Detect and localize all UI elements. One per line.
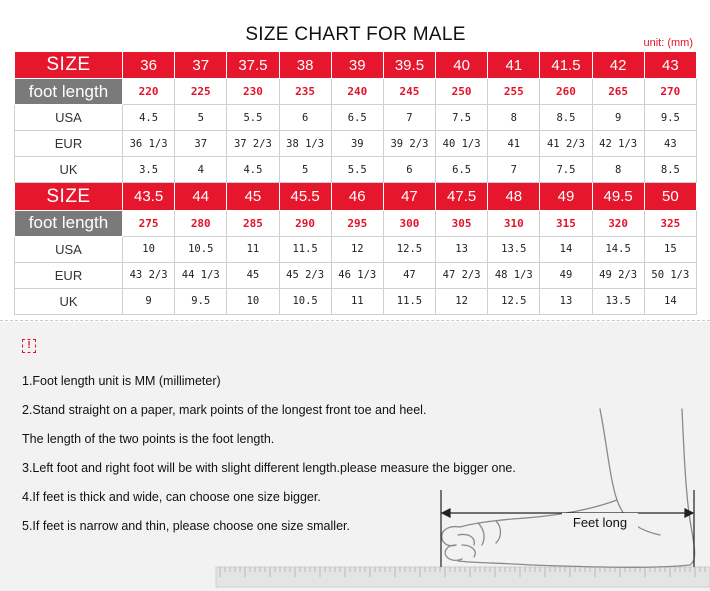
size-row-cell: 37 — [175, 52, 227, 79]
usa-row-cell: 15 — [644, 236, 696, 262]
size-row-label: SIZE — [15, 183, 123, 210]
uk-row-cell: 12.5 — [488, 288, 540, 314]
size-row-cell: 42 — [592, 52, 644, 79]
usa-row-cell: 4.5 — [123, 105, 175, 131]
size-row-cell: 46 — [331, 183, 383, 210]
foot-length-row-cell: 280 — [175, 210, 227, 236]
uk-row-label: UK — [15, 288, 123, 314]
uk-row-cell: 14 — [644, 288, 696, 314]
chart-header — [14, 20, 697, 51]
eur-row-cell: 48 1/3 — [488, 262, 540, 288]
eur-row-cell: 50 1/3 — [644, 262, 696, 288]
usa-row-cell: 8 — [488, 105, 540, 131]
uk-row-cell: 9 — [123, 288, 175, 314]
chart-title: SIZE CHART FOR MALE — [245, 24, 466, 45]
foot-length-row-cell: 320 — [592, 210, 644, 236]
eur-row — [15, 262, 697, 288]
size-row-cell: 43.5 — [123, 183, 175, 210]
eur-row-cell: 39 — [331, 131, 383, 157]
eur-row-cell: 45 — [227, 262, 279, 288]
uk-row-cell: 7 — [488, 157, 540, 183]
uk-row-cell: 7.5 — [540, 157, 592, 183]
usa-row-label: USA — [15, 105, 123, 131]
eur-row-cell: 42 1/3 — [592, 131, 644, 157]
foot-length-row-cell: 225 — [175, 79, 227, 105]
eur-row-cell: 41 — [488, 131, 540, 157]
foot-measurement-diagram — [212, 395, 710, 591]
foot-length-row-cell: 275 — [123, 210, 175, 236]
uk-row-cell: 6.5 — [436, 157, 488, 183]
foot-length-row-label: foot length — [15, 210, 123, 236]
ruler — [216, 567, 710, 587]
eur-row-cell: 38 1/3 — [279, 131, 331, 157]
note-3: 3.Left foot and right foot will be with slight different length.please measure the bigger one. — [22, 461, 516, 475]
foot-length-row-cell: 235 — [279, 79, 331, 105]
uk-row-cell: 13.5 — [592, 288, 644, 314]
usa-row-cell: 9 — [592, 105, 644, 131]
size-row-cell: 50 — [644, 183, 696, 210]
feet-long-label: Feet long — [572, 515, 628, 530]
uk-row-cell: 11 — [331, 288, 383, 314]
size-row-cell: 39.5 — [383, 52, 435, 79]
size-row — [15, 183, 697, 210]
usa-row-cell: 7.5 — [436, 105, 488, 131]
uk-row-cell: 8 — [592, 157, 644, 183]
size-row-cell: 37.5 — [227, 52, 279, 79]
size-row-cell: 45.5 — [279, 183, 331, 210]
unit-label: unit: (mm) — [643, 37, 693, 49]
usa-row-cell: 14 — [540, 236, 592, 262]
size-row-cell: 40 — [436, 52, 488, 79]
section-divider — [0, 320, 710, 321]
eur-row-cell: 43 2/3 — [123, 262, 175, 288]
uk-row-cell: 9.5 — [175, 288, 227, 314]
size-row-cell: 44 — [175, 183, 227, 210]
size-row-label: SIZE — [15, 52, 123, 79]
usa-row-cell: 9.5 — [644, 105, 696, 131]
eur-row-cell: 49 — [540, 262, 592, 288]
eur-row-cell: 46 1/3 — [331, 262, 383, 288]
foot-length-row-cell: 300 — [383, 210, 435, 236]
usa-row — [15, 236, 697, 262]
foot-length-row-cell: 310 — [488, 210, 540, 236]
usa-row — [15, 105, 697, 131]
foot-length-row — [15, 79, 697, 105]
uk-row-cell: 11.5 — [383, 288, 435, 314]
usa-row-cell: 6 — [279, 105, 331, 131]
foot-length-row-cell: 240 — [331, 79, 383, 105]
eur-row — [15, 131, 697, 157]
uk-row-cell: 8.5 — [644, 157, 696, 183]
note-4: 4.If feet is thick and wide, can choose one size bigger. — [22, 490, 321, 504]
foot-length-row-cell: 305 — [436, 210, 488, 236]
usa-row-cell: 13.5 — [488, 236, 540, 262]
uk-row-cell: 5 — [279, 157, 331, 183]
size-row-cell: 43 — [644, 52, 696, 79]
foot-length-row-cell: 220 — [123, 79, 175, 105]
foot-length-row-cell: 255 — [488, 79, 540, 105]
eur-row-cell: 37 — [175, 131, 227, 157]
foot-length-row-cell: 265 — [592, 79, 644, 105]
size-row-cell: 45 — [227, 183, 279, 210]
foot-length-row-cell: 250 — [436, 79, 488, 105]
usa-row-cell: 12.5 — [383, 236, 435, 262]
size-row-cell: 47 — [383, 183, 435, 210]
note-2-continued: The length of the two points is the foot length. — [22, 432, 275, 446]
usa-row-cell: 11.5 — [279, 236, 331, 262]
eur-row-cell: 44 1/3 — [175, 262, 227, 288]
eur-row-cell: 40 1/3 — [436, 131, 488, 157]
uk-row-cell: 5.5 — [331, 157, 383, 183]
usa-row-cell: 10.5 — [175, 236, 227, 262]
eur-row-cell: 43 — [644, 131, 696, 157]
usa-row-cell: 8.5 — [540, 105, 592, 131]
uk-row-cell: 4 — [175, 157, 227, 183]
eur-row-cell: 41 2/3 — [540, 131, 592, 157]
usa-row-cell: 6.5 — [331, 105, 383, 131]
foot-length-row-cell: 285 — [227, 210, 279, 236]
eur-row-cell: 37 2/3 — [227, 131, 279, 157]
foot-length-row-cell: 295 — [331, 210, 383, 236]
note-2: 2.Stand straight on a paper, mark points of the longest front toe and heel. — [22, 403, 427, 417]
usa-row-cell: 11 — [227, 236, 279, 262]
note-1: 1.Foot length unit is MM (millimeter) — [22, 374, 221, 388]
uk-row-cell: 10 — [227, 288, 279, 314]
foot-length-row-cell: 230 — [227, 79, 279, 105]
uk-row — [15, 288, 697, 314]
usa-row-cell: 12 — [331, 236, 383, 262]
size-row-cell: 36 — [123, 52, 175, 79]
foot-length-row-cell: 315 — [540, 210, 592, 236]
eur-row-cell: 47 2/3 — [436, 262, 488, 288]
size-row-cell: 47.5 — [436, 183, 488, 210]
eur-row-cell: 36 1/3 — [123, 131, 175, 157]
foot-length-row-cell: 245 — [383, 79, 435, 105]
usa-row-cell: 14.5 — [592, 236, 644, 262]
warning-icon: ! — [22, 339, 36, 353]
note-5: 5.If feet is narrow and thin, please choose one size smaller. — [22, 519, 350, 533]
uk-row — [15, 157, 697, 183]
foot-length-row — [15, 210, 697, 236]
uk-row-cell: 13 — [540, 288, 592, 314]
uk-row-cell: 6 — [383, 157, 435, 183]
foot-outline-icon — [442, 409, 695, 567]
eur-row-cell: 49 2/3 — [592, 262, 644, 288]
eur-row-cell: 45 2/3 — [279, 262, 331, 288]
size-row-cell: 48 — [488, 183, 540, 210]
foot-length-row-cell: 260 — [540, 79, 592, 105]
eur-row-cell: 39 2/3 — [383, 131, 435, 157]
usa-row-cell: 13 — [436, 236, 488, 262]
foot-length-row-cell: 325 — [644, 210, 696, 236]
size-row — [15, 52, 697, 79]
eur-row-cell: 47 — [383, 262, 435, 288]
usa-row-cell: 7 — [383, 105, 435, 131]
eur-row-label: EUR — [15, 262, 123, 288]
size-row-cell: 38 — [279, 52, 331, 79]
size-row-cell: 41 — [488, 52, 540, 79]
uk-row-cell: 3.5 — [123, 157, 175, 183]
size-chart-table — [14, 51, 697, 315]
size-row-cell: 39 — [331, 52, 383, 79]
usa-row-label: USA — [15, 236, 123, 262]
size-row-cell: 49.5 — [592, 183, 644, 210]
uk-row-cell: 12 — [436, 288, 488, 314]
foot-length-row-cell: 290 — [279, 210, 331, 236]
usa-row-cell: 5.5 — [227, 105, 279, 131]
eur-row-label: EUR — [15, 131, 123, 157]
usa-row-cell: 5 — [175, 105, 227, 131]
usa-row-cell: 10 — [123, 236, 175, 262]
uk-row-cell: 4.5 — [227, 157, 279, 183]
uk-row-cell: 10.5 — [279, 288, 331, 314]
foot-length-row-cell: 270 — [644, 79, 696, 105]
uk-row-label: UK — [15, 157, 123, 183]
foot-length-row-label: foot length — [15, 79, 123, 105]
size-row-cell: 41.5 — [540, 52, 592, 79]
size-row-cell: 49 — [540, 183, 592, 210]
